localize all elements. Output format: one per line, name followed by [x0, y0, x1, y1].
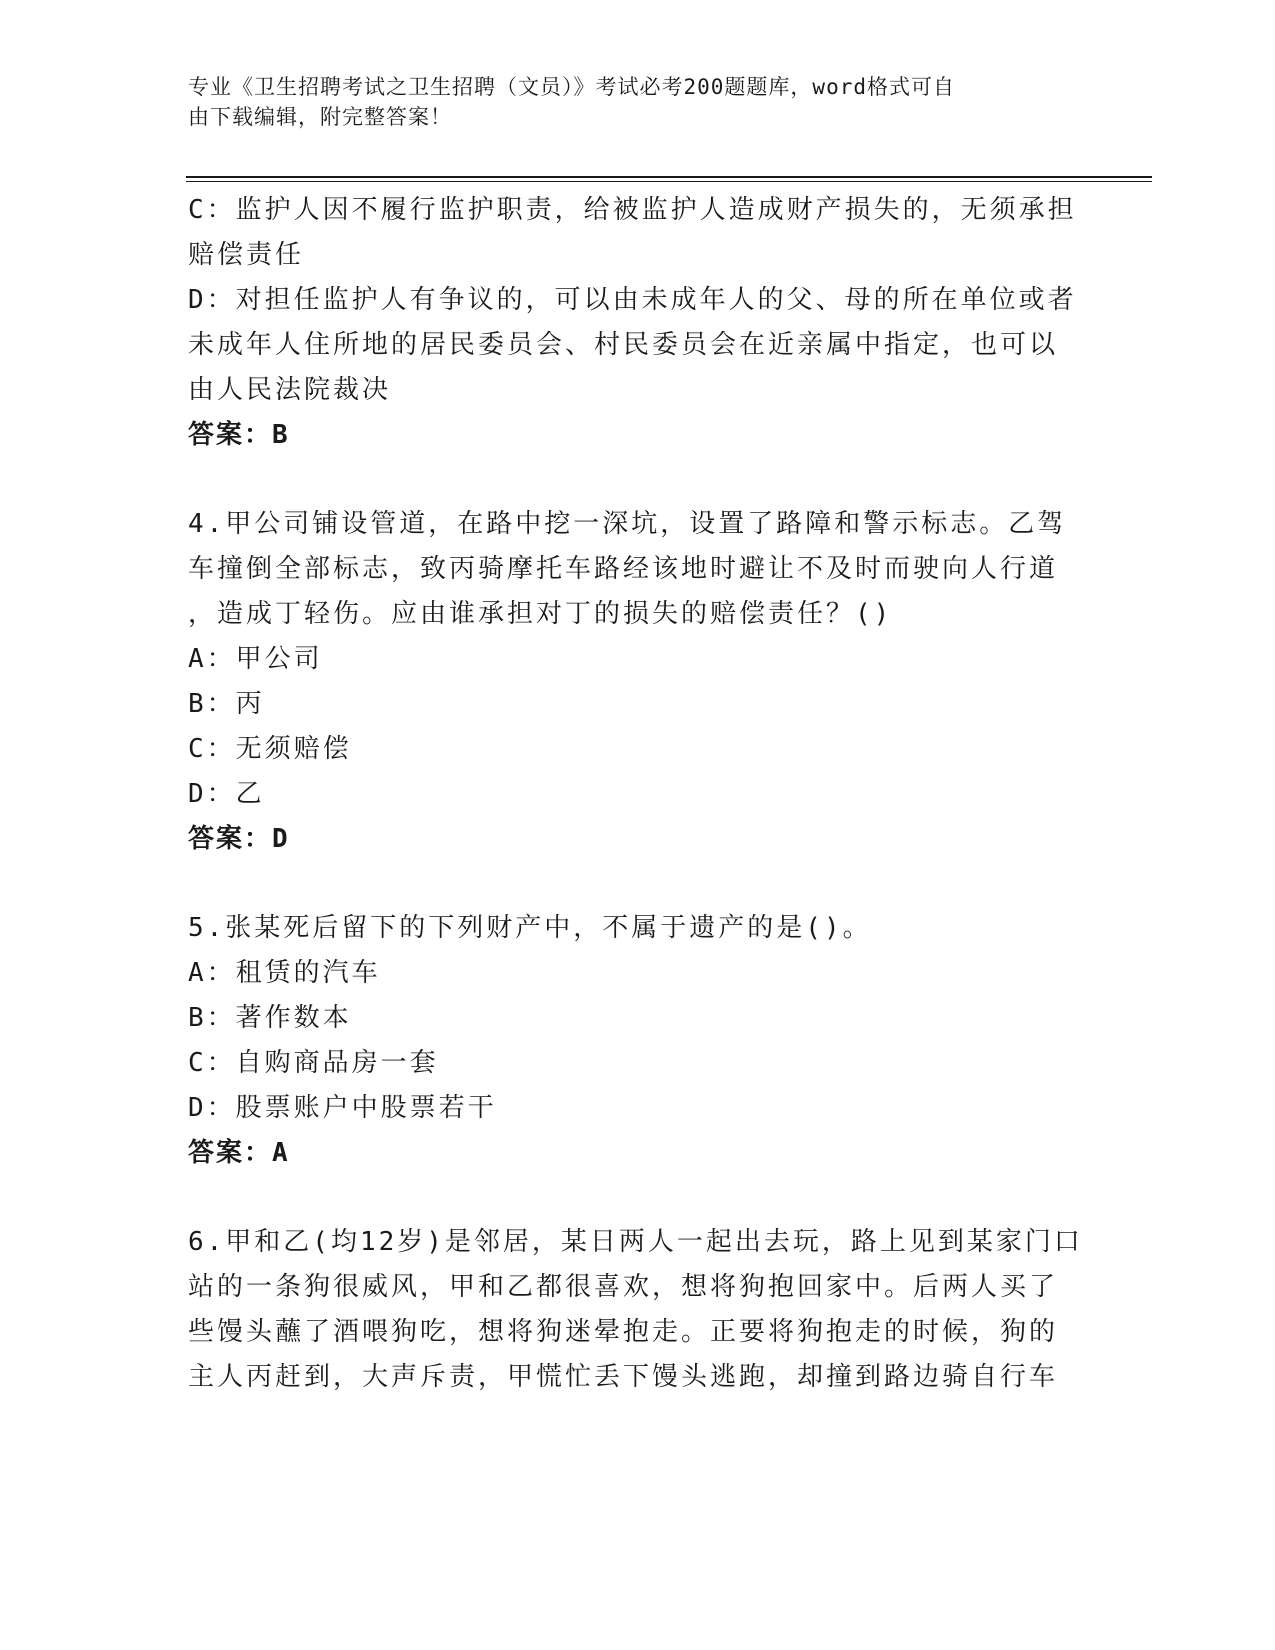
question-stem-line-3: 些馒头蘸了酒喂狗吃，想将狗迷晕抱走。正要将狗抱走的时候，狗的 [188, 1317, 1059, 1347]
question-stem-line-2: 车撞倒全部标志，致丙骑摩托车路经该地时避让不及时而驶向人行道 [188, 554, 1059, 584]
question-5 [188, 906, 1088, 1176]
option-b: B：著作数本 [188, 1003, 352, 1033]
option-d-line-3: 由人民法院裁决 [188, 375, 392, 405]
option-b: B：丙 [188, 689, 265, 719]
spacer [188, 458, 1088, 502]
answer: 答案：D [188, 824, 290, 854]
document-header [188, 72, 1068, 132]
option-c: C：无须赔偿 [188, 734, 352, 764]
spacer [188, 862, 1088, 906]
question-6 [188, 1220, 1088, 1400]
option-d: D：乙 [188, 779, 265, 809]
question-stem-line-1: 6.甲和乙(均12岁)是邻居，某日两人一起出去玩，路上见到某家门口 [188, 1227, 1083, 1257]
option-c-line-1: C：监护人因不履行监护职责，给被监护人造成财产损失的，无须承担 [188, 195, 1077, 225]
option-d: D：股票账户中股票若干 [188, 1093, 497, 1123]
option-a: A：甲公司 [188, 644, 323, 674]
header-title-line-2: 由下载编辑，附完整答案！ [188, 105, 452, 129]
option-d-line-2: 未成年人住所地的居民委员会、村民委员会在近亲属中指定，也可以 [188, 330, 1059, 360]
answer: 答案：B [188, 420, 290, 450]
header-divider-thin [186, 181, 1152, 182]
question-stem: 5.张某死后留下的下列财产中，不属于遗产的是()。 [188, 913, 872, 943]
question-3-tail [188, 188, 1088, 458]
document-body [188, 188, 1088, 1400]
option-c: C：自购商品房一套 [188, 1048, 439, 1078]
question-stem-line-3: ，造成丁轻伤。应由谁承担对丁的损失的赔偿责任？() [188, 599, 893, 629]
header-divider-thick [186, 176, 1152, 178]
question-stem-line-1: 4.甲公司铺设管道，在路中挖一深坑，设置了路障和警示标志。乙驾 [188, 509, 1067, 539]
question-stem-line-2: 站的一条狗很威风，甲和乙都很喜欢，想将狗抱回家中。后两人买了 [188, 1272, 1059, 1302]
spacer [188, 1176, 1088, 1220]
answer: 答案：A [188, 1138, 290, 1168]
question-stem-line-4: 主人丙赶到，大声斥责，甲慌忙丢下馒头逃跑，却撞到路边骑自行车 [188, 1362, 1059, 1392]
option-a: A：租赁的汽车 [188, 958, 381, 988]
header-title-line-1: 专业《卫生招聘考试之卫生招聘（文员）》考试必考200题题库，word格式可自 [188, 75, 955, 99]
option-c-line-2: 赔偿责任 [188, 240, 305, 270]
question-4 [188, 502, 1088, 862]
option-d-line-1: D：对担任监护人有争议的，可以由未成年人的父、母的所在单位或者 [188, 285, 1077, 315]
